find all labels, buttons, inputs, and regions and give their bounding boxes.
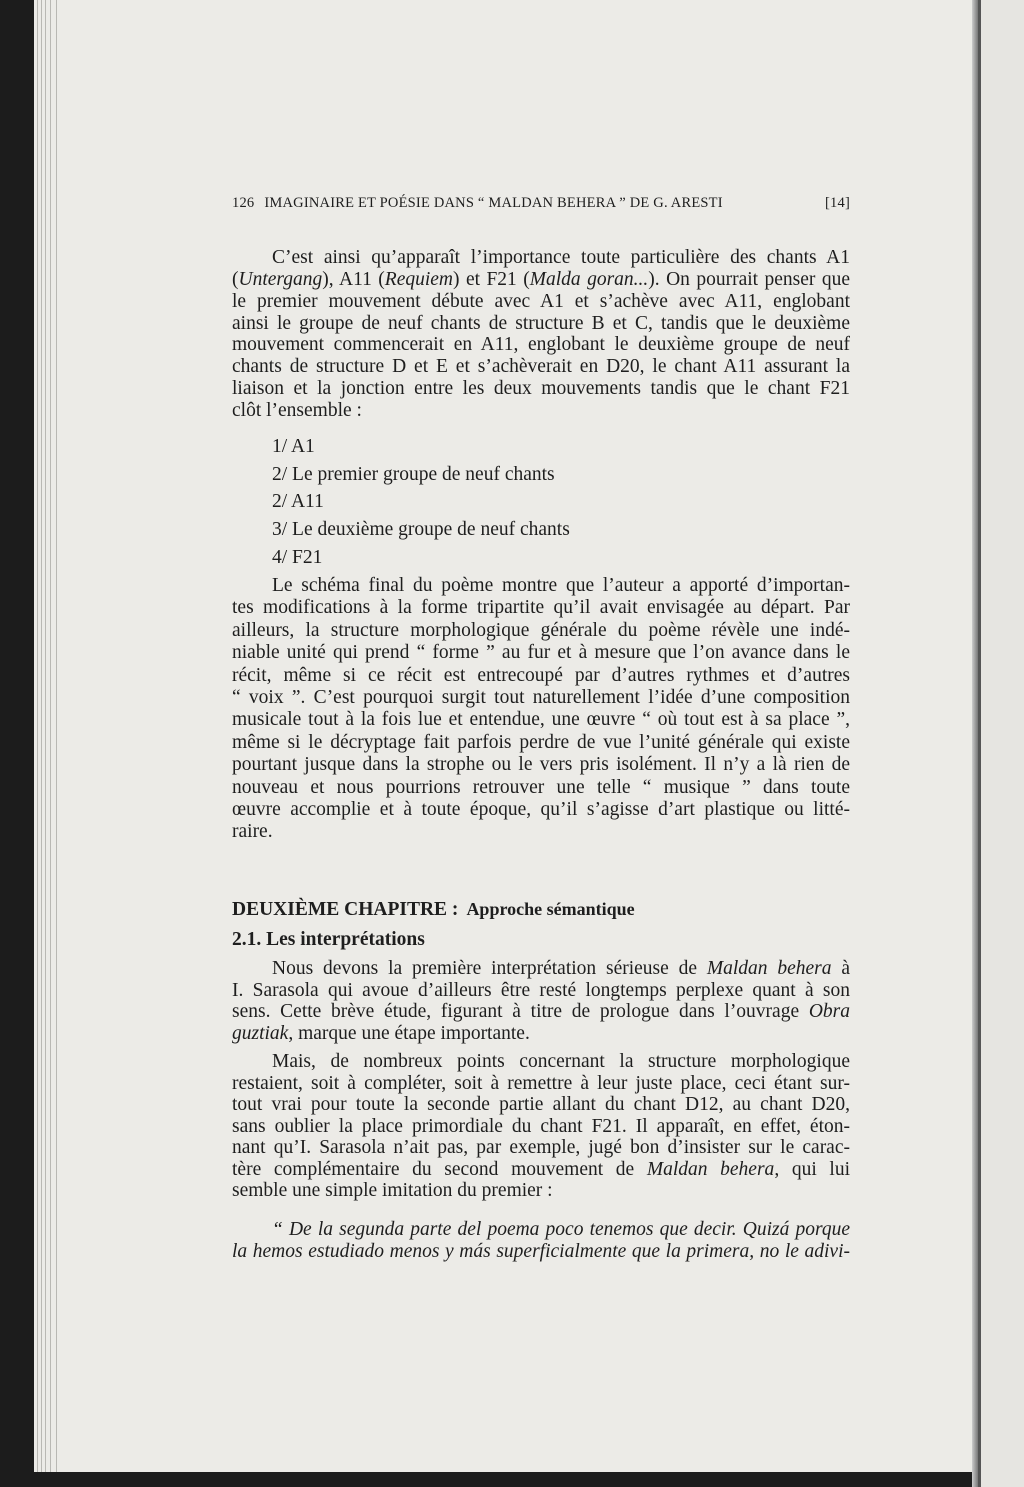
- text-line: [232, 1159, 850, 1181]
- text: mouvement commencerait en A11, englobant le deuxième groupe de neuf: [232, 334, 850, 356]
- text: ). On pourrait penser que: [648, 268, 850, 290]
- text-line: [232, 313, 850, 335]
- text: œuvre accomplie et à toute époque, qu’il s’agisse d’art plastique ou litté-: [232, 798, 850, 820]
- text-line: [232, 980, 850, 1002]
- chapter-heading: [232, 899, 635, 921]
- text-line: [232, 1073, 850, 1095]
- paragraph-3: [232, 958, 850, 1045]
- text: tère complémentaire du second mouvement de: [232, 1158, 647, 1180]
- list-item: 3/ Le deuxième groupe de neuf chants: [272, 519, 570, 541]
- text-line: [232, 291, 850, 313]
- chapter-subtitle: Approche sémantique: [466, 899, 635, 919]
- text: I. Sarasola qui avoue d’ailleurs être resté longtemps perplexe quant à son: [232, 979, 850, 1001]
- text-line: [232, 575, 850, 597]
- list-item: 2/ A11: [272, 491, 324, 513]
- text-line: [232, 799, 850, 821]
- text: , qui lui: [774, 1158, 850, 1180]
- text-line: [232, 754, 850, 776]
- text-line: [232, 620, 850, 642]
- text-line: [232, 378, 850, 400]
- text-line: [232, 597, 850, 619]
- section-ref: [14]: [825, 195, 850, 211]
- text: musicale tout à la fois lue et entendue, une œuvre “ où tout est à sa place ”,: [232, 709, 850, 731]
- text-line: [232, 356, 850, 378]
- text-line: [232, 709, 850, 731]
- block-quote: [232, 1219, 850, 1263]
- text: Nous devons la première interprétation sérieuse de: [272, 958, 707, 979]
- italic-text: Obra: [808, 1001, 850, 1023]
- text: chants de structure D et E et s’achèverait en D20, le chant A11 assurant la: [232, 356, 850, 378]
- outline-list: [232, 433, 850, 571]
- text: niable unité qui prend “ forme ” au fur et à mesure que l’on avance dans le: [232, 642, 850, 664]
- italic-text: Requiem: [384, 268, 454, 290]
- text: liaison et la jonction entre les deux mouvements tandis que le chant F21: [232, 378, 850, 400]
- text-line: [232, 1094, 850, 1116]
- text: nouveau et nous pourrions retrouver une telle “ musique ” dans toute: [232, 776, 850, 798]
- text: sens. Cette brève étude, figurant à titre de prologue dans l’ouvrage: [232, 1001, 809, 1023]
- text-line: [232, 1241, 850, 1263]
- text-line: [232, 642, 850, 664]
- text: nant qu’I. Sarasola n’ait pas, par exemple, jugé bon d’insister sur le carac-: [232, 1137, 850, 1158]
- text-line: [232, 1219, 850, 1241]
- page-edge: [45, 0, 46, 1472]
- text: “ voix ”. C’est pourquoi surgit tout naturellement l’idée d’une composition: [232, 686, 850, 708]
- text-line: [232, 1051, 850, 1073]
- page-number: 126: [232, 195, 255, 211]
- text: tout vrai pour toute la seconde partie allant du chant D12, au chant D20,: [232, 1094, 850, 1115]
- text-line: [232, 732, 850, 754]
- text-line: [232, 1023, 850, 1045]
- text-line: [232, 269, 850, 291]
- facing-page: [978, 0, 1024, 1487]
- running-title: IMAGINAIRE ET POÉSIE DANS “ MALDAN BEHERA ” DE G. ARESTI: [264, 195, 723, 211]
- text-line: [232, 1180, 850, 1202]
- paragraph-1: [232, 247, 850, 422]
- text: tes modifications à la forme tripartite qu’il avait envisagée au départ. Par: [232, 597, 850, 619]
- text: (: [232, 268, 239, 290]
- text-line: [232, 821, 850, 843]
- running-header: [232, 195, 850, 212]
- page-edge: [41, 0, 42, 1472]
- text: ), A11 (: [322, 268, 385, 290]
- page-edge: [50, 0, 51, 1472]
- page-edge: [37, 0, 38, 1472]
- text: ) et F21 (: [453, 268, 530, 290]
- text: restaient, soit à compléter, soit à remettre à leur juste place, ceci étant sur-: [232, 1072, 850, 1094]
- text-line: [232, 687, 850, 709]
- chapter-title: DEUXIÈME CHAPITRE :: [232, 899, 459, 920]
- text-line: [232, 1001, 850, 1023]
- text: “ De la segunda parte del poema poco tenemos que decir. Quizá porque: [272, 1219, 850, 1240]
- text-line: [232, 334, 850, 356]
- list-item: 1/ A1: [272, 436, 315, 457]
- text: ainsi le groupe de neuf chants de structure B et C, tandis que le deuxième: [232, 312, 850, 334]
- text: à: [831, 958, 851, 979]
- list-item: 2/ Le premier groupe de neuf chants: [272, 463, 555, 485]
- text-line: [232, 958, 850, 980]
- text-line: [232, 1137, 850, 1159]
- list-item: 4/ F21: [272, 546, 323, 568]
- text: , marque une étape importante.: [288, 1023, 530, 1045]
- text: semble une simple imitation du premier :: [232, 1180, 553, 1201]
- paragraph-4: [232, 1051, 850, 1202]
- text: raire.: [232, 821, 273, 843]
- page-edge: [56, 0, 57, 1472]
- text: ailleurs, la structure morphologique générale du poème révèle une indé-: [232, 619, 850, 641]
- text: le premier mouvement débute avec A1 et s’achève avec A11, englobant: [232, 290, 850, 312]
- text-line: [232, 777, 850, 799]
- italic-text: Malda goran...: [529, 268, 649, 290]
- text: sans oublier la place primordiale du chant F21. Il apparaît, en effet, éton-: [232, 1115, 850, 1137]
- italic-text: guztiak: [232, 1023, 289, 1045]
- text-line: [232, 1116, 850, 1138]
- text: C’est ainsi qu’apparaît l’importance toute particulière des chants A1: [272, 247, 850, 268]
- text: récit, même si ce récit est entrecoupé par d’autres rythmes et d’autres: [232, 664, 850, 686]
- text: Le schéma final du poème montre que l’auteur a apporté d’importan-: [272, 575, 850, 596]
- italic-text: Maldan behera: [646, 1158, 775, 1180]
- text: pourtant jusque dans la strophe ou le vers pris isolément. Il n’y a là rien de: [232, 754, 850, 776]
- italic-text: Untergang: [238, 268, 323, 290]
- text-line: [232, 665, 850, 687]
- text: même si le décryptage fait parfois perdre de vue l’unité générale qui existe: [232, 731, 850, 753]
- section-heading: 2.1. Les interprétations: [232, 929, 425, 950]
- italic-text: Maldan behera: [706, 958, 832, 979]
- text-line: [232, 400, 850, 422]
- text: clôt l’ensemble :: [232, 399, 362, 421]
- paragraph-2: [232, 575, 850, 844]
- text-line: [232, 247, 850, 269]
- text: Mais, de nombreux points concernant la structure morphologique: [272, 1051, 850, 1072]
- text: la hemos estudiado menos y más superficialmente que la primera, no le adivi-: [232, 1241, 850, 1262]
